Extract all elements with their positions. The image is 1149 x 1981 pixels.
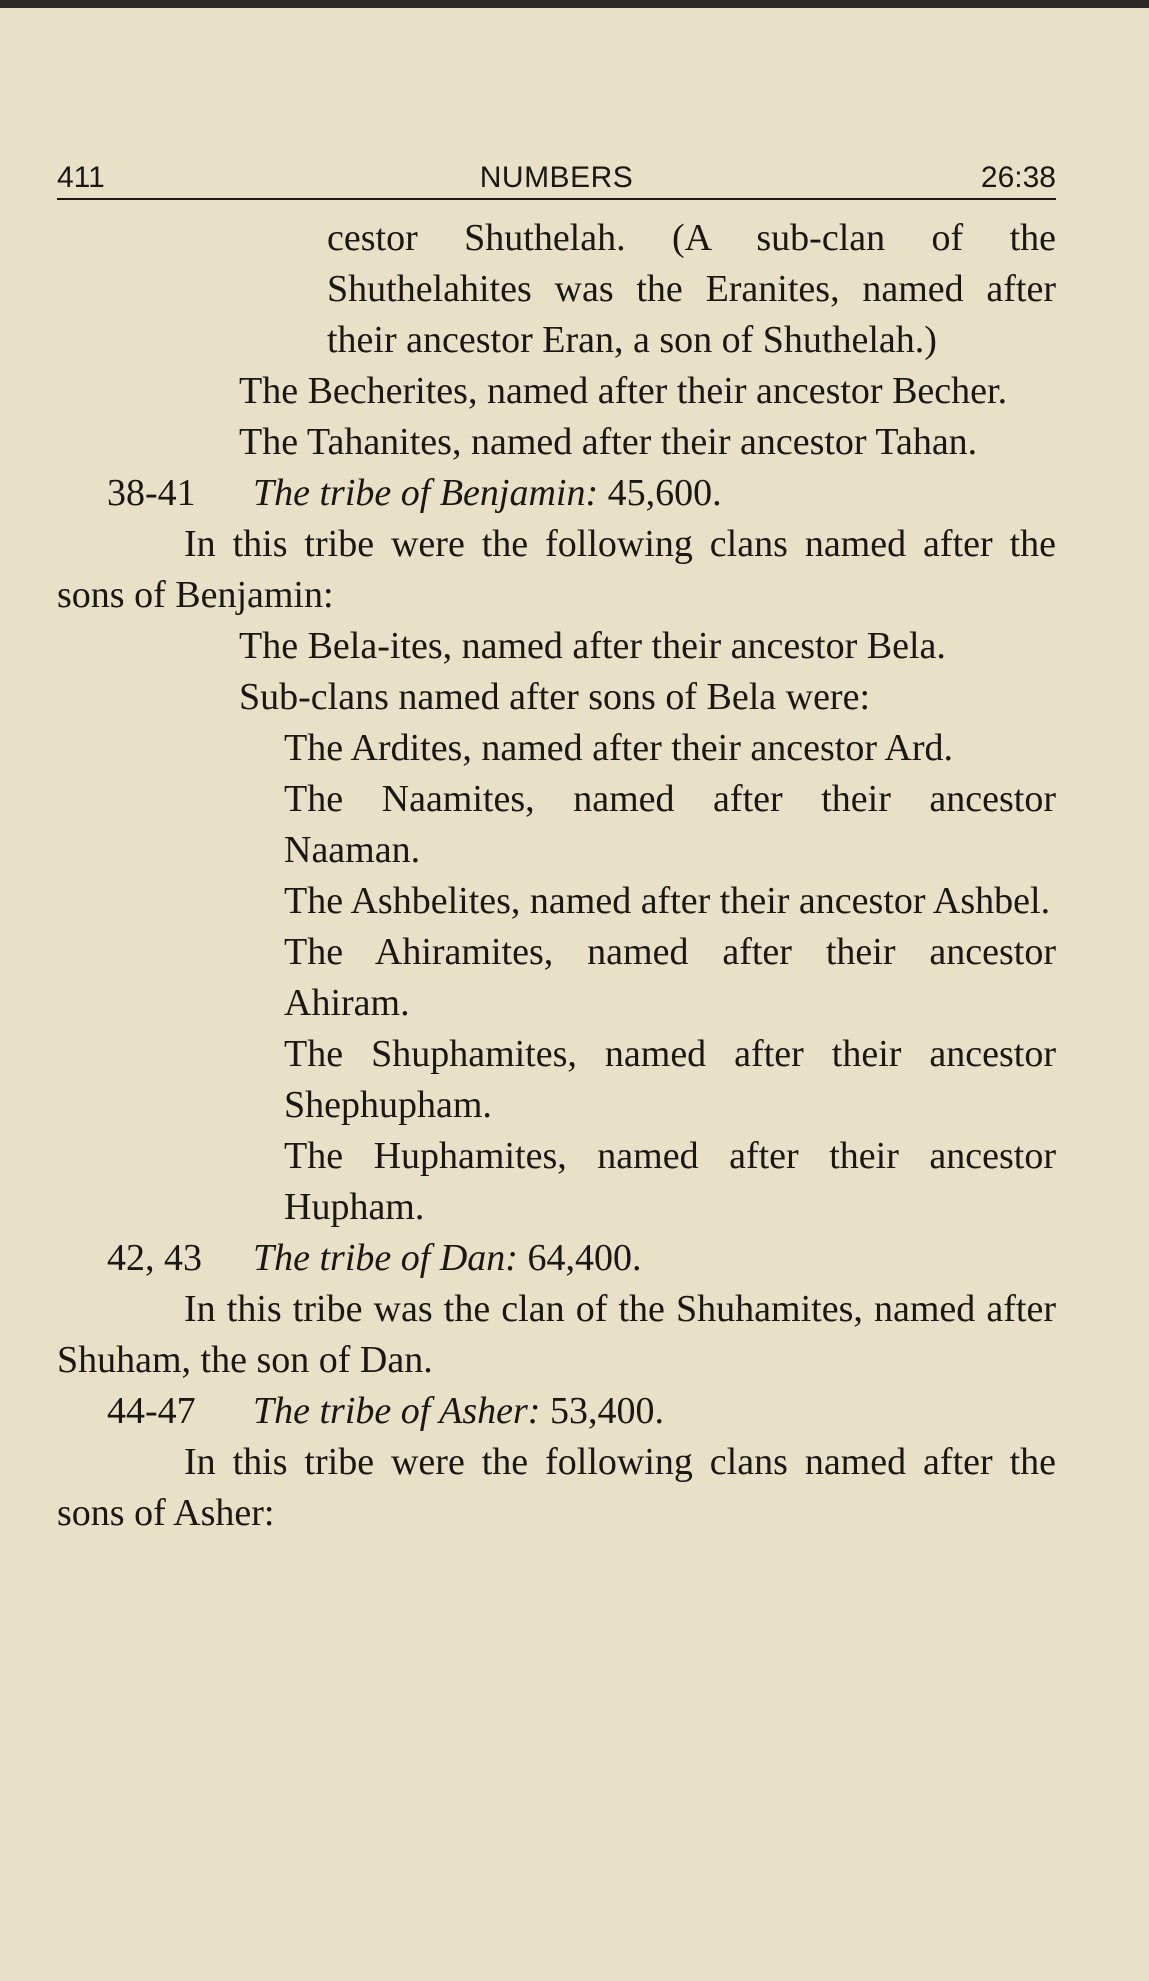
page-text xyxy=(57,213,1056,1539)
section-title: The tribe of Benjamin: xyxy=(253,472,599,514)
header-page-number: 411 xyxy=(57,161,105,194)
section-heading-dan xyxy=(107,1233,1056,1284)
section-count: 53,400. xyxy=(549,1390,664,1432)
header-rule xyxy=(57,198,1056,200)
text-line: The Ashbelites, named after their ancestor Ashbel. xyxy=(284,880,1051,922)
text-line: In this tribe were the following clans named after the sons of Benjamin: xyxy=(57,523,1056,616)
text-line: The Huphamites, named after their ancestor Hupham. xyxy=(284,1135,1056,1228)
text-line: The Becherites, named after their ancestor Becher. xyxy=(239,370,1008,412)
text-line: In this tribe were the following clans named after the sons of Asher: xyxy=(57,1441,1056,1534)
section-heading-asher xyxy=(107,1386,1056,1437)
header-verse-reference: 26:38 xyxy=(980,161,1056,194)
running-header xyxy=(57,160,1056,196)
section-title: The tribe of Dan: xyxy=(253,1237,518,1279)
text-line: The Ahiramites, named after their ancestor Ahiram. xyxy=(284,931,1056,1024)
page-top-edge xyxy=(0,0,1149,8)
verse-reference: 42, 43 xyxy=(107,1237,202,1279)
text-line: In this tribe was the clan of the Shuhamites, named after Shuham, the son of Dan. xyxy=(57,1288,1056,1381)
text-line: The Ardites, named after their ancestor Ard. xyxy=(284,727,953,769)
text-line: Sub-clans named after sons of Bela were: xyxy=(239,676,871,718)
verse-reference: 38-41 xyxy=(107,472,196,514)
text-line: The Shuphamites, named after their ancestor Shephupham. xyxy=(284,1033,1056,1126)
section-count: 45,600. xyxy=(607,472,722,514)
verse-reference: 44-47 xyxy=(107,1390,196,1432)
text-line: The Bela-ites, named after their ancestor Bela. xyxy=(239,625,946,667)
section-count: 64,400. xyxy=(527,1237,642,1279)
text-line: cestor Shuthelah. (A sub-clan of the Shuthelahites was the Eranites, named after their ancestor Eran, a son of Shuthelah.) xyxy=(327,217,1056,361)
text-line: The Naamites, named after their ancestor Naaman. xyxy=(284,778,1056,871)
section-title: The tribe of Asher: xyxy=(253,1390,541,1432)
section-heading-benjamin xyxy=(107,468,1056,519)
header-book-title: NUMBERS xyxy=(479,161,634,194)
text-line: The Tahanites, named after their ancestor Tahan. xyxy=(239,421,978,463)
